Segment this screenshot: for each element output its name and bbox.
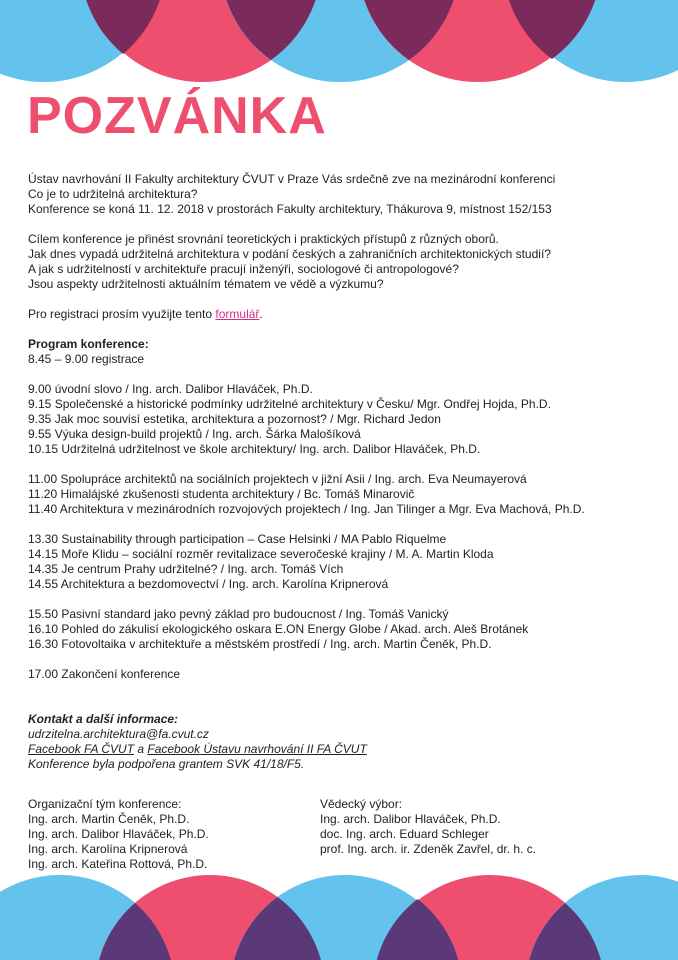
- program-item: 11.00 Spolupráce architektů na sociálních projektech v jižní Asii / Ing. arch. Eva Neumayerová: [28, 472, 527, 486]
- facebook-connector: a: [134, 742, 148, 756]
- program-item: 14.55 Architektura a bezdomovectví / Ing. arch. Karolína Kripnerová: [28, 577, 389, 591]
- organizing-team: [28, 797, 209, 872]
- invitation-body: [28, 172, 668, 772]
- goal-line: Jsou aspekty udržitelnosti aktuálním tématem ve vědě a výzkumu?: [28, 277, 384, 291]
- team-member: Ing. arch. Martin Čeněk, Ph.D.: [28, 812, 190, 826]
- program-item: 11.40 Architektura v mezinárodních rozvojových projektech / Ing. Jan Tilinger a Mgr. Eva Machová, Ph.D.: [28, 502, 585, 516]
- program-item: 16.30 Fotovoltaika v architektuře a městském prostředí / Ing. arch. Martin Čeněk, Ph.D.: [28, 637, 492, 651]
- program-item: 8.45 – 9.00 registrace: [28, 352, 145, 366]
- program-item: 11.20 Himalájské zkušenosti studenta architektury / Bc. Tomáš Minarovič: [28, 487, 415, 501]
- program-item: 14.15 Moře Klidu – sociální rozměr revitalizace severočeské krajiny / M. A. Martin Kloda: [28, 547, 494, 561]
- program-item: 14.35 Je centrum Prahy udržitelné? / Ing. arch. Tomáš Vích: [28, 562, 344, 576]
- decorative-circles-top: [0, 0, 678, 90]
- program-heading: Program konference:: [28, 337, 149, 351]
- team-member: Ing. arch. Karolína Kripnerová: [28, 842, 188, 856]
- program-item: 9.00 úvodní slovo / Ing. arch. Dalibor Hlaváček, Ph.D.: [28, 382, 313, 396]
- goal-line: Cílem konference je přinést srovnání teoretických i praktických přístupů z různých oborů.: [28, 232, 499, 246]
- intro-line: Ústav navrhování II Fakulty architektury ČVUT v Praze Vás srdečně zve na mezinárodní konferenci: [28, 172, 556, 186]
- facebook-ustav-link[interactable]: Facebook Ústavu navrhování II FA ČVUT: [147, 742, 367, 756]
- contact-email: udrzitelna.architektura@fa.cvut.cz: [28, 727, 209, 741]
- committee-member: doc. Ing. arch. Eduard Schleger: [320, 827, 489, 841]
- committee-member: Ing. arch. Dalibor Hlaváček, Ph.D.: [320, 812, 501, 826]
- organizing-team-heading: Organizační tým konference:: [28, 797, 182, 811]
- program-item: 9.15 Společenské a historické podmínky udržitelné architektury v Česku/ Mgr. Ondřej Hojda, Ph.D.: [28, 397, 551, 411]
- program-item: 16.10 Pohled do zákulisí ekologického oskara E.ON Energy Globe / Akad. arch. Aleš Brotánek: [28, 622, 529, 636]
- registration-text: Pro registraci prosím využijte tento: [28, 307, 216, 321]
- program-item: 9.55 Výuka design-build projektů / Ing. arch. Šárka Malošíková: [28, 427, 361, 441]
- program-item: 9.35 Jak moc souvisí estetika, architektura a pozornost? / Mgr. Richard Jedon: [28, 412, 441, 426]
- goal-line: Jak dnes vypadá udržitelná architektura v podání českých a zahraničních architektonických studií?: [28, 247, 551, 261]
- facebook-links: [28, 742, 668, 757]
- program-item: 13.30 Sustainability through participation – Case Helsinki / MA Pablo Riquelme: [28, 532, 447, 546]
- intro-line: Konference se koná 11. 12. 2018 v prostorách Fakulty architektury, Thákurova 9, místnost 152/153: [28, 202, 552, 216]
- program-item: 17.00 Zakončení konference: [28, 667, 181, 681]
- contact-heading: Kontakt a další informace:: [28, 712, 179, 726]
- registration-suffix: .: [259, 307, 263, 321]
- registration-note: [28, 307, 668, 322]
- grant-note: Konference byla podpořena grantem SVK 41/18/F5.: [28, 757, 305, 771]
- committee-member: prof. Ing. arch. ir. Zdeněk Zavřel, dr. h. c.: [320, 842, 537, 856]
- page-title: POZVÁNKA: [27, 87, 327, 145]
- scientific-committee: [320, 797, 536, 857]
- program-item: 15.50 Pasivní standard jako pevný základ pro budoucnost / Ing. Tomáš Vanický: [28, 607, 449, 621]
- program-item: 10.15 Udržitelná udržitelnost ve škole architektury/ Ing. arch. Dalibor Hlaváček, Ph.D.: [28, 442, 481, 456]
- team-member: Ing. arch. Kateřina Rottová, Ph.D.: [28, 857, 208, 871]
- scientific-committee-heading: Vědecký výbor:: [320, 797, 403, 811]
- registration-form-link[interactable]: formulář: [215, 307, 260, 321]
- goal-line: A jak s udržitelností v architektuře pracují inženýři, sociologové či antropologové?: [28, 262, 459, 276]
- facebook-fa-cvut-link[interactable]: Facebook FA ČVUT: [28, 742, 135, 756]
- contact-section: [28, 712, 668, 772]
- intro-line: Co je to udržitelná architektura?: [28, 187, 198, 201]
- decorative-circles-bottom: [0, 875, 678, 960]
- team-member: Ing. arch. Dalibor Hlaváček, Ph.D.: [28, 827, 209, 841]
